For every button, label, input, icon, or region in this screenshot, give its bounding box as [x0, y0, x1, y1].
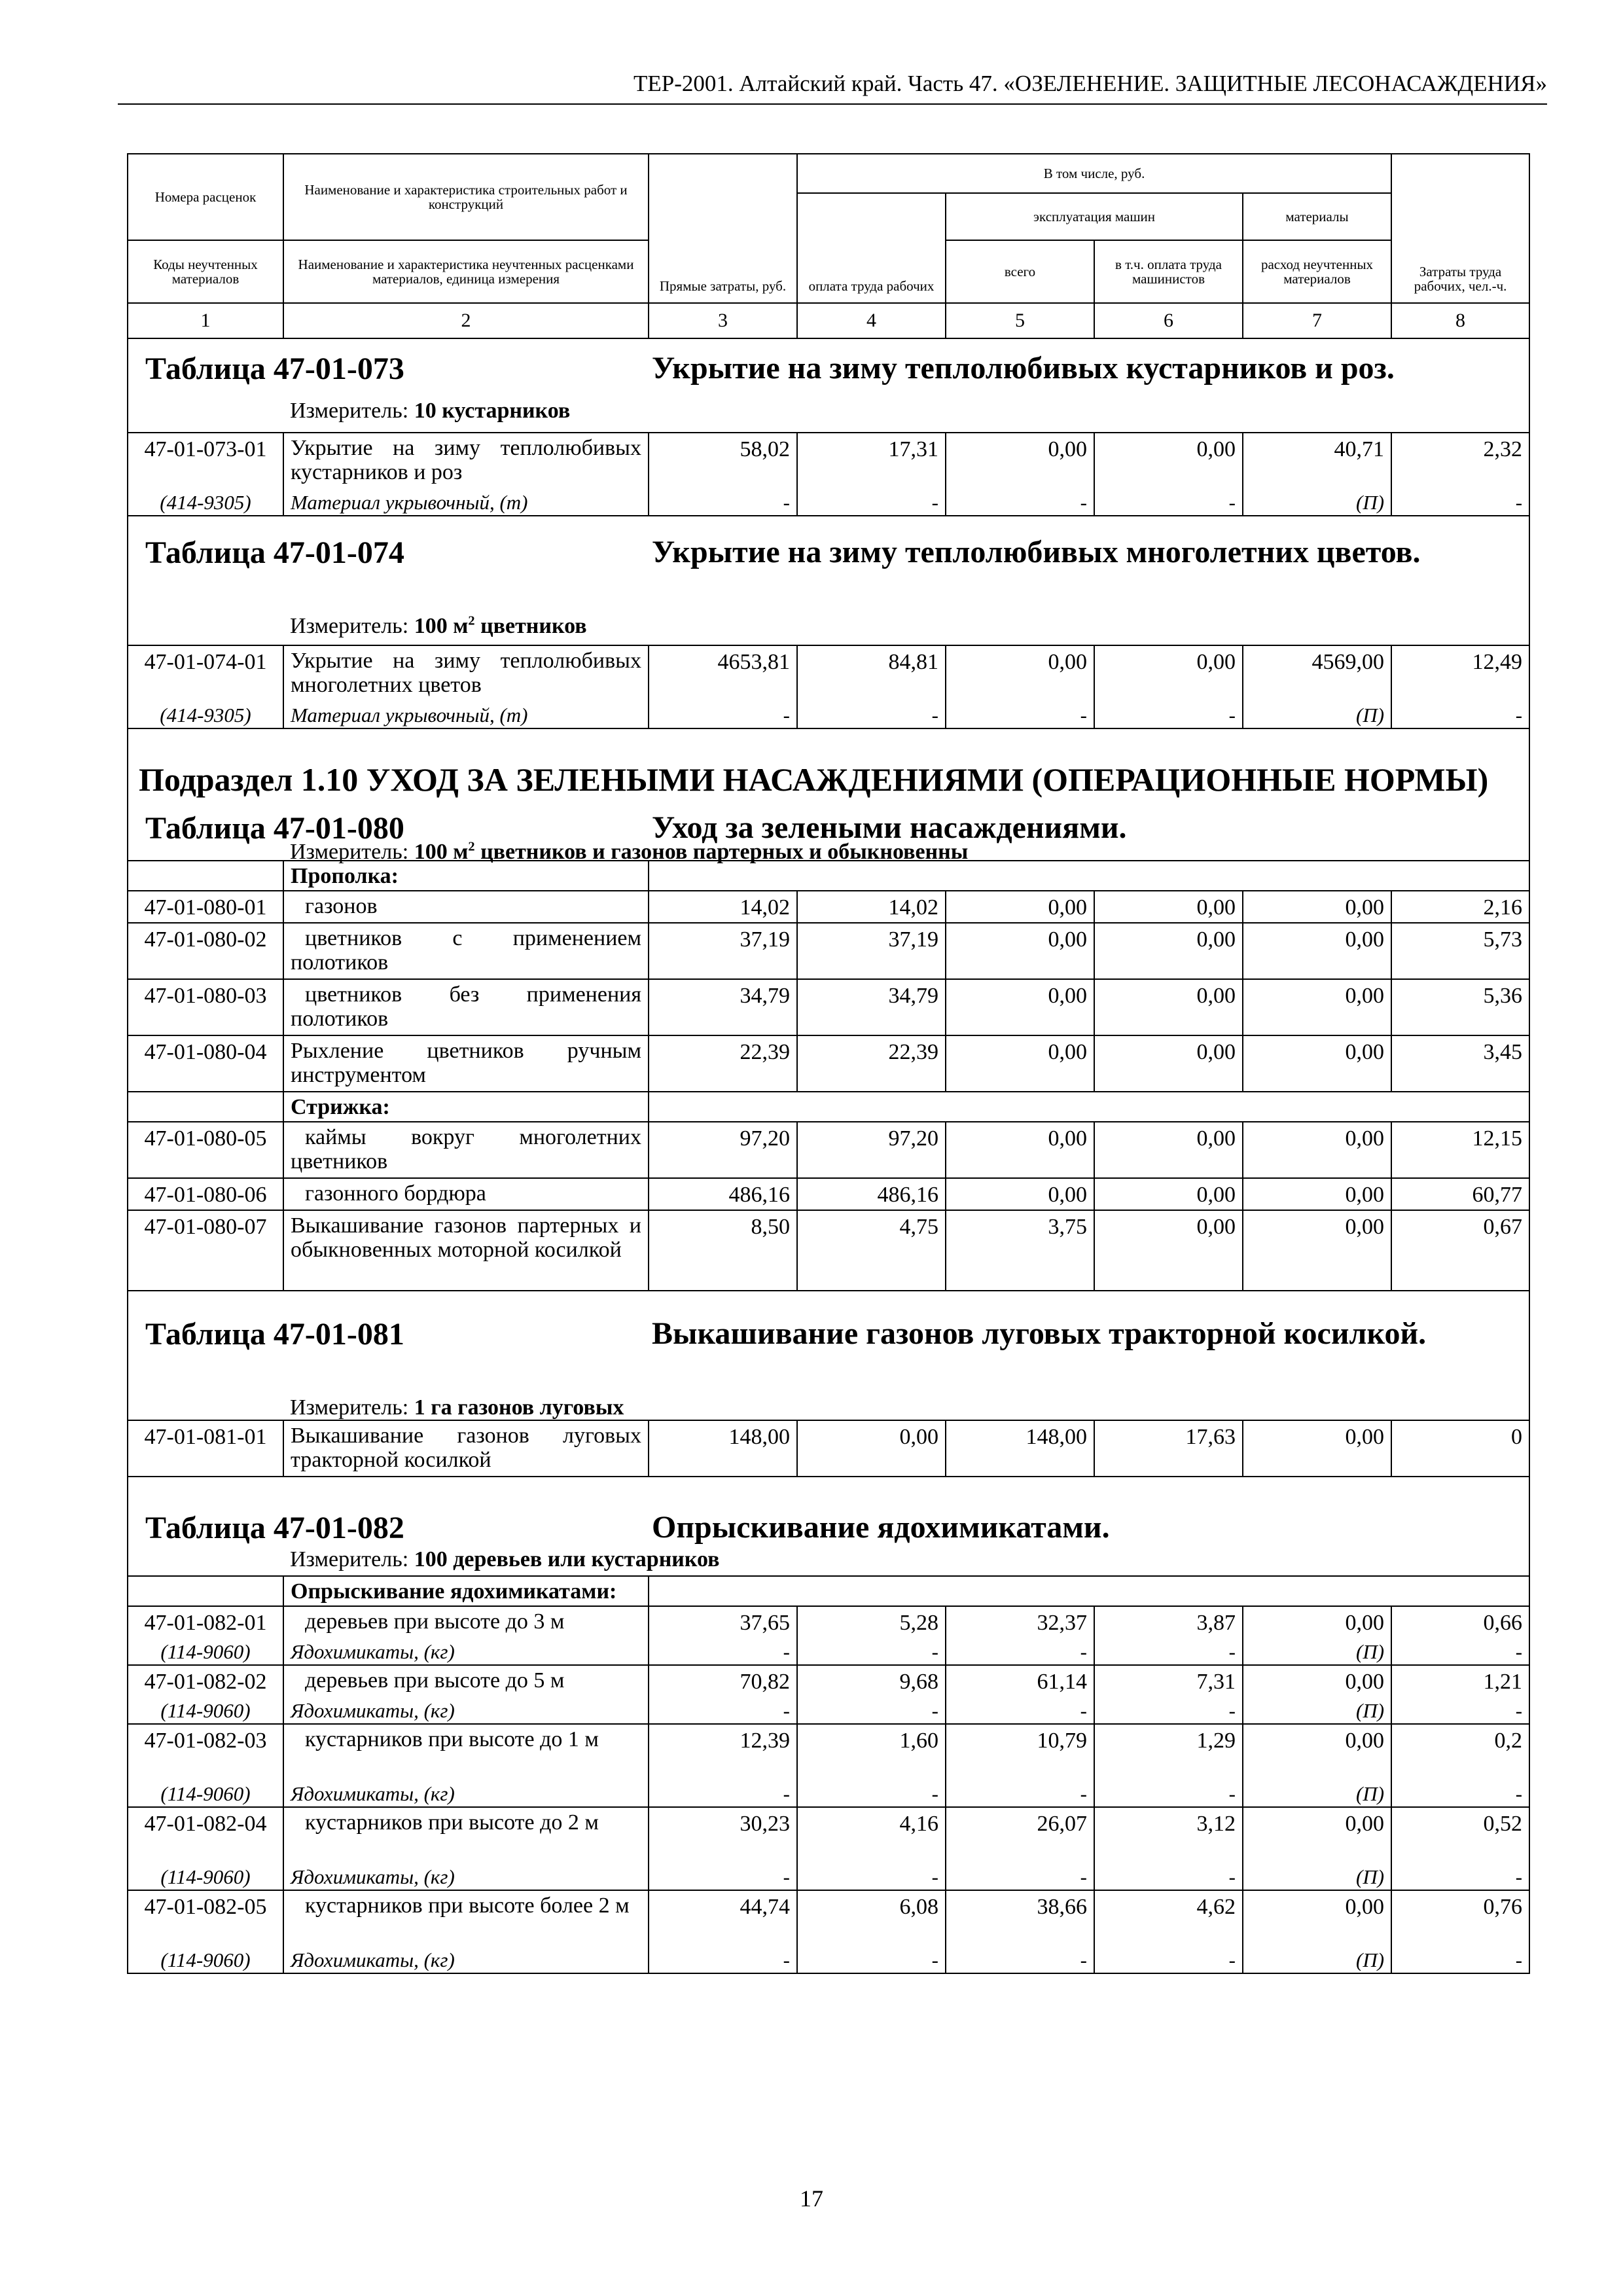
header-codes: Коды неучтенных материалов: [128, 240, 283, 303]
column-number: 2: [283, 303, 649, 338]
measure-label: Измеритель:: [290, 614, 409, 638]
subsection-row: [128, 728, 1529, 797]
value-cell: 0,00: [1094, 979, 1243, 1035]
material-code: (414-9305): [128, 489, 283, 516]
rate-code: 47-01-080-01: [128, 891, 283, 923]
value-cell: 0,76: [1391, 1890, 1529, 1946]
measure-label: Измеритель:: [290, 399, 409, 423]
value-cell: 0,00: [1094, 645, 1243, 702]
value-cell: -: [1391, 1697, 1529, 1724]
value-cell: 8,50: [649, 1210, 797, 1291]
table-measure: [290, 1396, 624, 1420]
group-label-row: [128, 1576, 1529, 1606]
material-name: Материал укрывочный, (т): [283, 489, 649, 516]
value-cell: 17,31: [797, 433, 946, 489]
value-cell: 3,75: [946, 1210, 1094, 1291]
value-cell: -: [797, 489, 946, 516]
value-cell: -: [649, 1638, 797, 1665]
value-cell: -: [1094, 489, 1243, 516]
table-row: [128, 645, 1529, 702]
column-number: 5: [946, 303, 1094, 338]
table-row: [128, 1035, 1529, 1092]
value-cell: 37,19: [797, 923, 946, 979]
column-number: 3: [649, 303, 797, 338]
material-code: (114-9060): [128, 1697, 283, 1724]
header-work-name: Наименование и характеристика строительных работ и конструкций: [283, 154, 649, 240]
value-cell: 38,66: [946, 1890, 1094, 1946]
rate-code: 47-01-074-01: [128, 645, 283, 702]
header-machines-total: всего: [946, 240, 1094, 303]
value-cell: 26,07: [946, 1807, 1094, 1863]
header-labor-hours: Затраты труда рабочих, чел.-ч.: [1391, 154, 1529, 303]
value-cell: 0,00: [1094, 923, 1243, 979]
rate-name: Укрытие на зиму теплолюбивых кустарников и роз: [283, 433, 649, 489]
value-cell: 7,31: [1094, 1665, 1243, 1697]
value-cell: 0,00: [1243, 1178, 1391, 1210]
rate-code: 47-01-082-02: [128, 1665, 283, 1697]
header-materials: материалы: [1243, 193, 1391, 240]
value-cell: 0,00: [1243, 979, 1391, 1035]
value-cell: 4,62: [1094, 1890, 1243, 1946]
value-cell: 0,00: [1094, 1035, 1243, 1092]
table-number: Таблица 47-01-081: [145, 1317, 404, 1352]
value-cell: 0,00: [1243, 923, 1391, 979]
material-code: (114-9060): [128, 1780, 283, 1807]
value-cell: 6,08: [797, 1890, 946, 1946]
table-title: Укрытие на зиму теплолюбивых многолетних цветов.: [652, 535, 1421, 569]
table-row: [128, 1122, 1529, 1178]
material-row: [128, 1638, 1529, 1665]
rate-name: Рыхление цветников ручным инструментом: [283, 1035, 649, 1092]
value-cell: 58,02: [649, 433, 797, 489]
table-number: Таблица 47-01-080: [145, 811, 404, 846]
material-name: Материал укрывочный, (т): [283, 702, 649, 728]
material-row: [128, 1863, 1529, 1890]
value-cell: 3,87: [1094, 1606, 1243, 1638]
price-table: [127, 153, 1530, 1974]
table-title: Укрытие на зиму теплолюбивых кустарников и роз.: [652, 351, 1395, 386]
header-rate-numbers: Номера расценок: [128, 154, 283, 240]
header-machinists-pay: в т.ч. оплата труда машинистов: [1094, 240, 1243, 303]
group-label: Опрыскивание ядохимикатами:: [283, 1576, 649, 1606]
table-row: [128, 1420, 1529, 1477]
value-cell: 4,75: [797, 1210, 946, 1291]
value-cell: 0,00: [946, 923, 1094, 979]
value-cell: 0,00: [1094, 1122, 1243, 1178]
page-number: 17: [800, 2185, 823, 2212]
rate-name: кустарников при высоте до 1 м: [283, 1724, 649, 1780]
value-cell: 0,2: [1391, 1724, 1529, 1780]
rate-code: 47-01-082-03: [128, 1724, 283, 1780]
value-cell: 0,00: [1243, 1724, 1391, 1780]
rate-name: Укрытие на зиму теплолюбивых многолетних цветов: [283, 645, 649, 702]
material-code: (114-9060): [128, 1946, 283, 1973]
table-heading-row: [128, 338, 1529, 433]
table-body: [128, 338, 1529, 1973]
material-name: Ядохимикаты, (кг): [283, 1697, 649, 1724]
measure-label: Измеритель:: [290, 840, 409, 864]
rate-name: Выкашивание газонов луговых тракторной косилкой: [283, 1420, 649, 1477]
value-cell: -: [797, 1863, 946, 1890]
value-cell: 97,20: [649, 1122, 797, 1178]
value-cell: 0,00: [946, 1035, 1094, 1092]
group-label-row: [128, 861, 1529, 891]
rate-code: 47-01-081-01: [128, 1420, 283, 1477]
table-heading-row: [128, 797, 1529, 861]
header-machines: эксплуатация машин: [946, 193, 1243, 240]
table-number: Таблица 47-01-073: [145, 351, 404, 386]
value-cell: 40,71: [1243, 433, 1391, 489]
value-cell: 0,00: [797, 1420, 946, 1477]
value-cell: 5,36: [1391, 979, 1529, 1035]
table-title: Выкашивание газонов луговых тракторной косилкой.: [652, 1316, 1427, 1351]
table-heading-row: [128, 1291, 1529, 1420]
value-cell: -: [1094, 1946, 1243, 1973]
rate-code: 47-01-080-06: [128, 1178, 283, 1210]
value-cell: 0,00: [1243, 1035, 1391, 1092]
value-cell: -: [1391, 1780, 1529, 1807]
table-heading-row: [128, 1477, 1529, 1576]
value-cell: 486,16: [649, 1178, 797, 1210]
value-cell: 0,00: [946, 979, 1094, 1035]
value-cell: 14,02: [797, 891, 946, 923]
value-cell: 0,00: [1243, 1606, 1391, 1638]
value-cell: (П): [1243, 1697, 1391, 1724]
table-row: [128, 979, 1529, 1035]
running-header: ТЕР-2001. Алтайский край. Часть 47. «ОЗЕЛЕНЕНИЕ. ЗАЩИТНЫЕ ЛЕСОНАСАЖДЕНИЯ»: [118, 71, 1547, 105]
value-cell: 84,81: [797, 645, 946, 702]
value-cell: 0,00: [946, 433, 1094, 489]
header-unaccounted-materials: расход неучтенных материалов: [1243, 240, 1391, 303]
value-cell: 0,00: [1243, 1210, 1391, 1291]
value-cell: 0,00: [946, 1178, 1094, 1210]
rate-code: 47-01-082-05: [128, 1890, 283, 1946]
rate-name: кустарников при высоте более 2 м: [283, 1890, 649, 1946]
value-cell: 9,68: [797, 1665, 946, 1697]
value-cell: 12,39: [649, 1724, 797, 1780]
value-cell: 148,00: [649, 1420, 797, 1477]
value-cell: -: [1391, 1946, 1529, 1973]
value-cell: -: [1094, 1780, 1243, 1807]
table-row: [128, 1606, 1529, 1638]
value-cell: -: [797, 1638, 946, 1665]
column-number: 6: [1094, 303, 1243, 338]
rate-name: Выкашивание газонов партерных и обыкновенных моторной косилкой: [283, 1210, 649, 1291]
value-cell: 22,39: [797, 1035, 946, 1092]
column-number: 7: [1243, 303, 1391, 338]
value-cell: 12,49: [1391, 645, 1529, 702]
rate-name: каймы вокруг многолетних цветников: [283, 1122, 649, 1178]
rate-name: газонов: [283, 891, 649, 923]
group-label-row: [128, 1092, 1529, 1122]
value-cell: 0,00: [1094, 433, 1243, 489]
column-number: 1: [128, 303, 283, 338]
table-number: Таблица 47-01-074: [145, 535, 404, 570]
group-label: Стрижка:: [283, 1092, 649, 1122]
measure-value: 100 деревьев или кустарников: [414, 1547, 720, 1571]
material-row: [128, 1946, 1529, 1973]
value-cell: -: [1094, 1697, 1243, 1724]
value-cell: -: [649, 1697, 797, 1724]
measure-label: Измеритель:: [290, 1395, 409, 1420]
table-title: Уход за зелеными насаждениями.: [652, 810, 1127, 845]
material-name: Ядохимикаты, (кг): [283, 1638, 649, 1665]
value-cell: -: [1094, 1638, 1243, 1665]
measure-value: 1 га газонов луговых: [414, 1395, 624, 1420]
table-row: [128, 891, 1529, 923]
material-code: (114-9060): [128, 1638, 283, 1665]
rate-code: 47-01-082-01: [128, 1606, 283, 1638]
measure-value: 100 $м^2$ цветников и газонов партерных и обыкновенны: [414, 839, 969, 864]
rate-name: газонного бордюра: [283, 1178, 649, 1210]
rate-code: 47-01-080-07: [128, 1210, 283, 1291]
material-row: [128, 1780, 1529, 1807]
value-cell: 1,29: [1094, 1724, 1243, 1780]
material-name: Ядохимикаты, (кг): [283, 1863, 649, 1890]
value-cell: -: [946, 1780, 1094, 1807]
material-row: [128, 1697, 1529, 1724]
material-row: [128, 489, 1529, 516]
value-cell: 22,39: [649, 1035, 797, 1092]
group-label: Прополка:: [283, 861, 649, 891]
material-row: [128, 702, 1529, 728]
header-including: В том числе, руб.: [797, 154, 1391, 193]
value-cell: 2,32: [1391, 433, 1529, 489]
value-cell: 14,02: [649, 891, 797, 923]
material-code: (414-9305): [128, 702, 283, 728]
rate-code: 47-01-082-04: [128, 1807, 283, 1863]
value-cell: -: [1391, 1638, 1529, 1665]
rate-name: деревьев при высоте до 3 м: [283, 1606, 649, 1638]
rate-name: цветников без применения полотиков: [283, 979, 649, 1035]
value-cell: -: [797, 1780, 946, 1807]
column-number: 4: [797, 303, 946, 338]
measure-value: 10 кустарников: [414, 399, 571, 423]
value-cell: -: [946, 1638, 1094, 1665]
value-cell: 0,00: [946, 645, 1094, 702]
value-cell: -: [797, 702, 946, 728]
table-row: [128, 1210, 1529, 1291]
value-cell: 0,00: [1243, 1122, 1391, 1178]
value-cell: 0,67: [1391, 1210, 1529, 1291]
value-cell: -: [946, 1697, 1094, 1724]
value-cell: 0,00: [1094, 1178, 1243, 1210]
value-cell: -: [797, 1946, 946, 1973]
value-cell: 0,00: [946, 891, 1094, 923]
value-cell: 4653,81: [649, 645, 797, 702]
value-cell: -: [649, 1946, 797, 1973]
table-heading-row: [128, 516, 1529, 645]
value-cell: -: [946, 489, 1094, 516]
rate-name: деревьев при высоте до 5 м: [283, 1665, 649, 1697]
value-cell: -: [1391, 702, 1529, 728]
value-cell: 5,73: [1391, 923, 1529, 979]
table-number: Таблица 47-01-082: [145, 1511, 404, 1545]
table-measure: [290, 1548, 720, 1571]
column-number: 8: [1391, 303, 1529, 338]
value-cell: 0,00: [1243, 1890, 1391, 1946]
value-cell: -: [1391, 489, 1529, 516]
value-cell: -: [946, 702, 1094, 728]
value-cell: -: [649, 702, 797, 728]
value-cell: 0,00: [1243, 1420, 1391, 1477]
header-direct-costs: Прямые затраты, руб.: [649, 154, 797, 303]
table-title: Опрыскивание ядохимикатами.: [652, 1510, 1110, 1545]
table-row: [128, 1724, 1529, 1780]
value-cell: -: [649, 489, 797, 516]
subsection-title: Подраздел 1.10 УХОД ЗА ЗЕЛЕНЫМИ НАСАЖДЕНИЯМИ (ОПЕРАЦИОННЫЕ НОРМЫ): [139, 761, 1489, 798]
value-cell: 61,14: [946, 1665, 1094, 1697]
value-cell: 37,65: [649, 1606, 797, 1638]
value-cell: -: [1391, 1863, 1529, 1890]
value-cell: -: [946, 1946, 1094, 1973]
value-cell: 0,52: [1391, 1807, 1529, 1863]
value-cell: 34,79: [649, 979, 797, 1035]
value-cell: 5,28: [797, 1606, 946, 1638]
value-cell: (П): [1243, 702, 1391, 728]
value-cell: -: [946, 1863, 1094, 1890]
rate-code: 47-01-080-02: [128, 923, 283, 979]
value-cell: 0,00: [1094, 891, 1243, 923]
value-cell: 486,16: [797, 1178, 946, 1210]
value-cell: 4569,00: [1243, 645, 1391, 702]
value-cell: (П): [1243, 1863, 1391, 1890]
value-cell: (П): [1243, 1780, 1391, 1807]
value-cell: 2,16: [1391, 891, 1529, 923]
table-measure: [290, 615, 587, 638]
measure-label: Измеритель:: [290, 1547, 409, 1571]
value-cell: 0,00: [1243, 1665, 1391, 1697]
value-cell: -: [1094, 1863, 1243, 1890]
measure-value: 100 $м^2$ цветников: [414, 613, 587, 638]
value-cell: 148,00: [946, 1420, 1094, 1477]
value-cell: 0,00: [1243, 891, 1391, 923]
value-cell: 60,77: [1391, 1178, 1529, 1210]
value-cell: 70,82: [649, 1665, 797, 1697]
material-code: (114-9060): [128, 1863, 283, 1890]
header-materials-name: Наименование и характеристика неучтенных расценками материалов, единица измерения: [283, 240, 649, 303]
table-measure: [290, 399, 570, 423]
value-cell: 0: [1391, 1420, 1529, 1477]
value-cell: -: [1094, 702, 1243, 728]
value-cell: 0,00: [1243, 1807, 1391, 1863]
table-measure: [290, 840, 968, 864]
value-cell: 32,37: [946, 1606, 1094, 1638]
rate-name: цветников с применением полотиков: [283, 923, 649, 979]
value-cell: (П): [1243, 1638, 1391, 1665]
value-cell: 97,20: [797, 1122, 946, 1178]
value-cell: (П): [1243, 489, 1391, 516]
value-cell: 30,23: [649, 1807, 797, 1863]
material-name: Ядохимикаты, (кг): [283, 1946, 649, 1973]
value-cell: 0,00: [1094, 1210, 1243, 1291]
value-cell: 1,60: [797, 1724, 946, 1780]
table-row: [128, 1890, 1529, 1946]
rate-code: 47-01-073-01: [128, 433, 283, 489]
value-cell: 37,19: [649, 923, 797, 979]
rate-code: 47-01-080-03: [128, 979, 283, 1035]
value-cell: 0,00: [946, 1122, 1094, 1178]
table-row: [128, 433, 1529, 489]
value-cell: 44,74: [649, 1890, 797, 1946]
value-cell: 10,79: [946, 1724, 1094, 1780]
value-cell: 0,66: [1391, 1606, 1529, 1638]
value-cell: 34,79: [797, 979, 946, 1035]
value-cell: 1,21: [1391, 1665, 1529, 1697]
value-cell: -: [797, 1697, 946, 1724]
table-header: [128, 154, 1529, 338]
table-row: [128, 1807, 1529, 1863]
table-row: [128, 1665, 1529, 1697]
material-name: Ядохимикаты, (кг): [283, 1780, 649, 1807]
table-row: [128, 923, 1529, 979]
rate-code: 47-01-080-05: [128, 1122, 283, 1178]
rate-code: 47-01-080-04: [128, 1035, 283, 1092]
value-cell: (П): [1243, 1946, 1391, 1973]
value-cell: -: [649, 1780, 797, 1807]
value-cell: 4,16: [797, 1807, 946, 1863]
value-cell: 17,63: [1094, 1420, 1243, 1477]
value-cell: 3,45: [1391, 1035, 1529, 1092]
table-row: [128, 1178, 1529, 1210]
value-cell: -: [649, 1863, 797, 1890]
value-cell: 12,15: [1391, 1122, 1529, 1178]
column-numbers-row: [128, 303, 1529, 338]
value-cell: 3,12: [1094, 1807, 1243, 1863]
rate-name: кустарников при высоте до 2 м: [283, 1807, 649, 1863]
header-labor-pay: оплата труда рабочих: [797, 193, 946, 303]
